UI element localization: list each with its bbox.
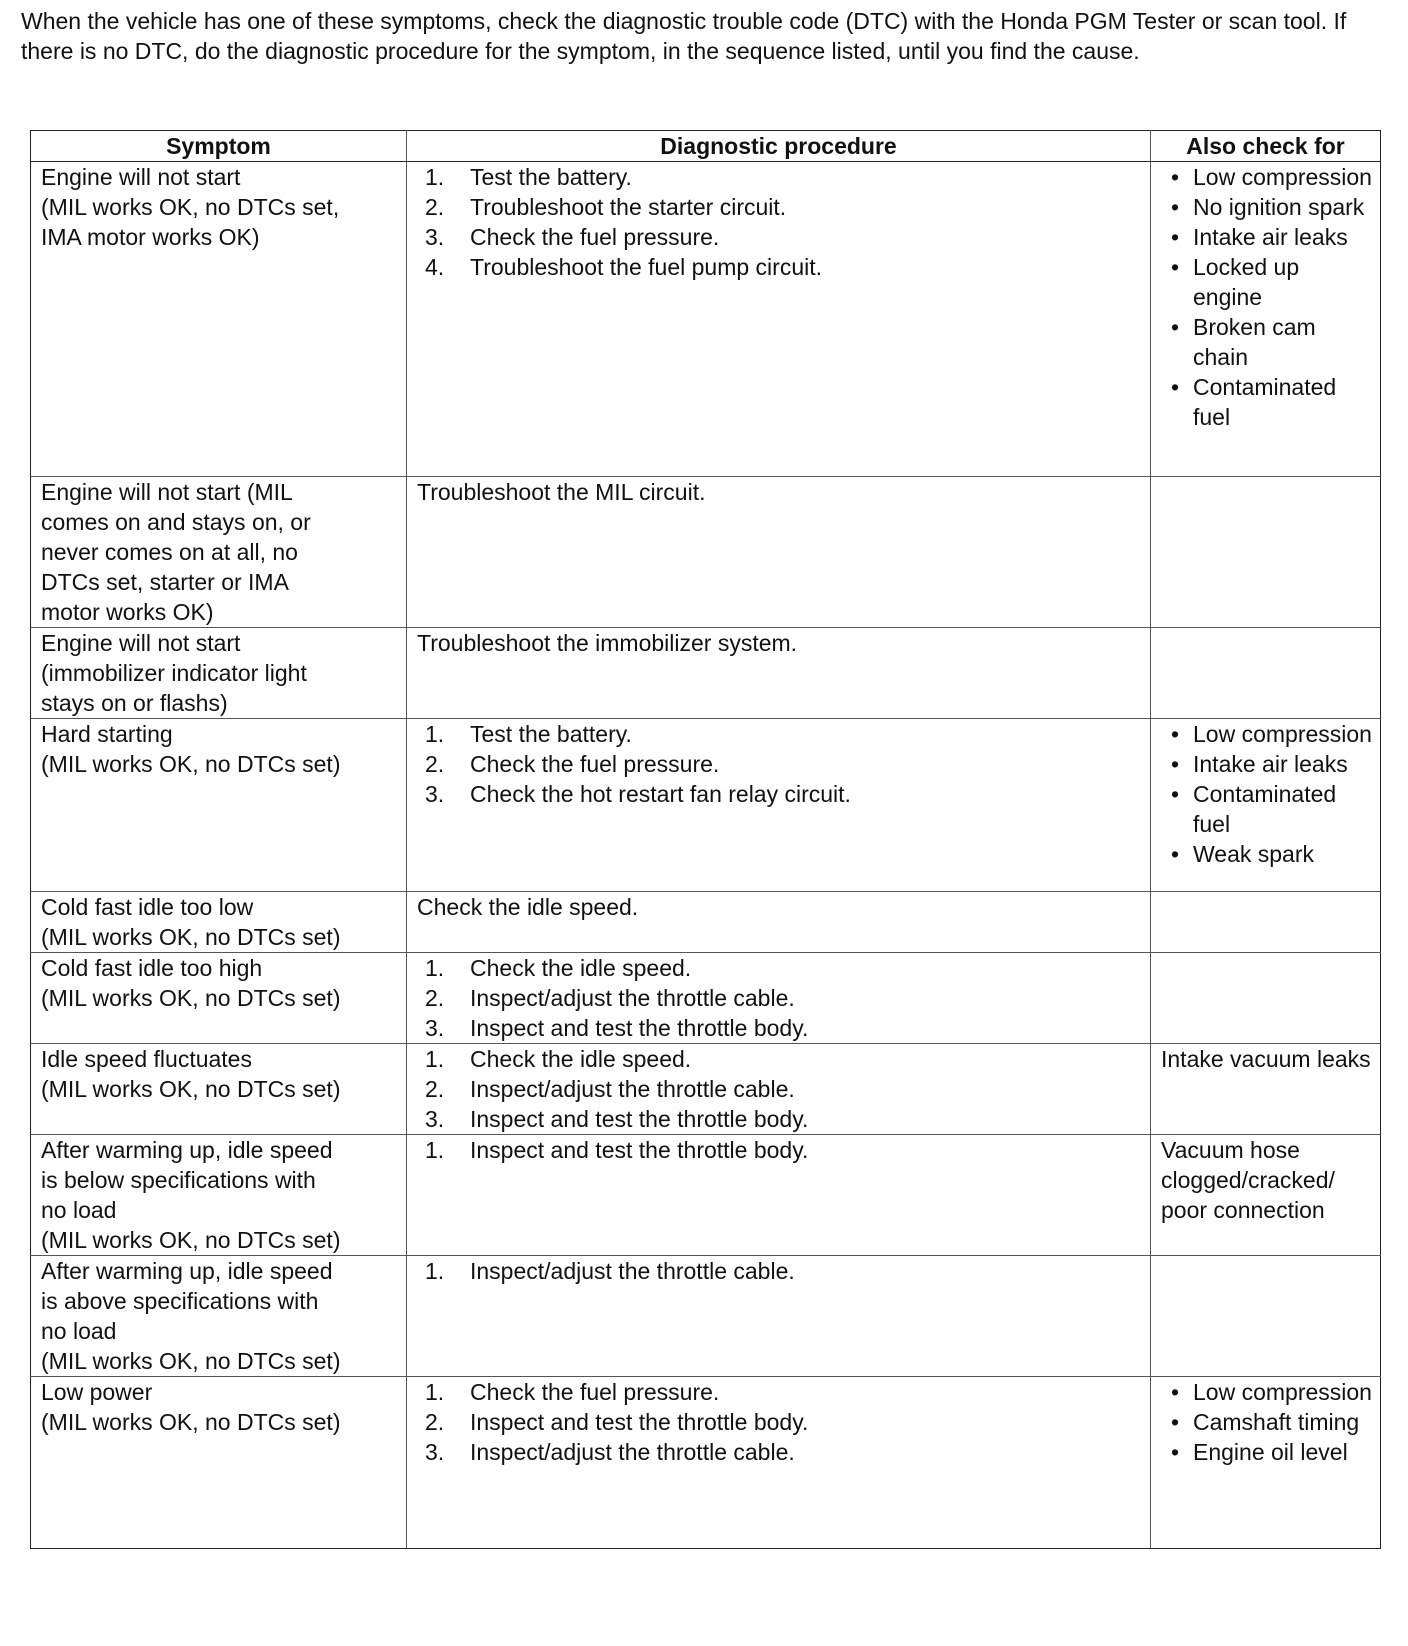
procedure-text: Troubleshoot the immobilizer system.	[417, 630, 798, 656]
symptom-line: After warming up, idle speed	[41, 1258, 333, 1284]
procedure-step	[425, 1407, 1144, 1437]
procedure-step	[425, 1256, 1144, 1286]
also-check-text: Weak spark	[1193, 841, 1315, 867]
procedure-cell	[407, 477, 1151, 628]
symptom-line: After warming up, idle speed	[41, 1137, 333, 1163]
procedure-step	[425, 779, 1144, 809]
also-check-cell	[1151, 1377, 1381, 1549]
symptom-line: Cold fast idle too low	[41, 894, 254, 920]
symptom-line: (MIL works OK, no DTCs set)	[41, 1348, 341, 1374]
procedure-step	[425, 1104, 1144, 1134]
step-text: Inspect/adjust the throttle cable.	[470, 1076, 795, 1102]
procedure-step	[425, 1074, 1144, 1104]
header-symptom: Symptom	[31, 131, 407, 162]
symptom-cell	[31, 719, 407, 892]
step-number: 3.	[425, 781, 445, 807]
also-check-item	[1171, 839, 1374, 869]
step-number: 1.	[425, 1137, 445, 1163]
symptom-cell	[31, 892, 407, 953]
symptom-line: Engine will not start (MIL	[41, 479, 293, 505]
step-text: Check the idle speed.	[470, 1046, 692, 1072]
also-check-cell	[1151, 1135, 1381, 1256]
bullet-icon: •	[1171, 374, 1180, 400]
intro-paragraph: When the vehicle has one of these symptoms, check the diagnostic trouble code (DTC) with the Honda PGM Tester or scan tool. If there is no DTC, do the diagnostic procedure for the symptom, in the sequence listed, until you find the cause.	[21, 8, 1347, 64]
step-text: Inspect and test the throttle body.	[470, 1137, 809, 1163]
symptom-line: is below specifications with	[41, 1167, 316, 1193]
table-row	[31, 1377, 1381, 1549]
procedure-cell	[407, 719, 1151, 892]
symptom-line: (MIL works OK, no DTCs set)	[41, 1227, 341, 1253]
symptom-line: (MIL works OK, no DTCs set,	[41, 194, 340, 220]
symptom-line: Engine will not start	[41, 630, 241, 656]
also-check-cell	[1151, 719, 1381, 892]
step-number: 2.	[425, 985, 445, 1011]
procedure-step	[425, 1437, 1144, 1467]
step-number: 3.	[425, 1106, 445, 1132]
step-number: 3.	[425, 1439, 445, 1465]
procedure-cell	[407, 162, 1151, 477]
symptom-line: motor works OK)	[41, 599, 214, 625]
step-text: Troubleshoot the fuel pump circuit.	[470, 254, 822, 280]
also-check-text: Engine oil level	[1193, 1439, 1348, 1465]
procedure-steps	[417, 162, 1144, 282]
procedure-step	[425, 1044, 1144, 1074]
symptom-line: never comes on at all, no	[41, 539, 298, 565]
also-check-text: No ignition spark	[1193, 194, 1365, 220]
also-check-text: Low compression	[1193, 1379, 1372, 1405]
step-number: 2.	[425, 1409, 445, 1435]
step-number: 2.	[425, 194, 445, 220]
also-check-cell	[1151, 477, 1381, 628]
also-check-item	[1171, 779, 1374, 839]
step-number: 1.	[425, 1046, 445, 1072]
step-number: 3.	[425, 224, 445, 250]
table-header-row	[31, 131, 1381, 162]
also-check-item	[1171, 719, 1374, 749]
also-check-text: Camshaft timing	[1193, 1409, 1360, 1435]
bullet-icon: •	[1171, 1409, 1180, 1435]
symptom-line: Low power	[41, 1379, 153, 1405]
also-check-text: Intake vacuum leaks	[1161, 1046, 1371, 1072]
step-text: Check the fuel pressure.	[470, 224, 720, 250]
also-check-text: Vacuum hose clogged/cracked/ poor connection	[1161, 1137, 1342, 1223]
also-check-text: Contaminated fuel	[1193, 781, 1337, 837]
also-check-cell	[1151, 1256, 1381, 1377]
procedure-text: Check the idle speed.	[417, 894, 639, 920]
procedure-text: Troubleshoot the MIL circuit.	[417, 479, 706, 505]
procedure-cell	[407, 892, 1151, 953]
symptom-line: no load	[41, 1318, 117, 1344]
also-check-item	[1171, 222, 1374, 252]
symptom-line: (MIL works OK, no DTCs set)	[41, 751, 341, 777]
symptom-line: Cold fast idle too high	[41, 955, 263, 981]
step-number: 2.	[425, 1076, 445, 1102]
step-text: Inspect/adjust the throttle cable.	[470, 985, 795, 1011]
bullet-icon: •	[1171, 164, 1180, 190]
bullet-icon: •	[1171, 314, 1180, 340]
procedure-step	[425, 222, 1144, 252]
step-text: Inspect/adjust the throttle cable.	[470, 1258, 795, 1284]
step-number: 4.	[425, 254, 445, 280]
step-text: Check the fuel pressure.	[470, 1379, 720, 1405]
also-check-item	[1171, 1407, 1374, 1437]
symptom-line: (MIL works OK, no DTCs set)	[41, 1409, 341, 1435]
step-text: Check the hot restart fan relay circuit.	[470, 781, 851, 807]
step-number: 1.	[425, 164, 445, 190]
also-check-list	[1161, 162, 1374, 432]
also-check-cell	[1151, 953, 1381, 1044]
bullet-icon: •	[1171, 194, 1180, 220]
symptom-cell	[31, 1135, 407, 1256]
symptom-line: (immobilizer indicator light	[41, 660, 307, 686]
table-row	[31, 477, 1381, 628]
table-row	[31, 162, 1381, 477]
symptom-line: Engine will not start	[41, 164, 241, 190]
table-row	[31, 628, 1381, 719]
also-check-item	[1171, 162, 1374, 192]
symptom-cell	[31, 477, 407, 628]
bullet-icon: •	[1171, 224, 1180, 250]
symptom-troubleshooting-table	[30, 130, 1381, 1549]
also-check-item	[1171, 312, 1374, 372]
table-row	[31, 953, 1381, 1044]
bullet-icon: •	[1171, 751, 1180, 777]
bullet-icon: •	[1171, 1439, 1180, 1465]
symptom-line: (MIL works OK, no DTCs set)	[41, 1076, 341, 1102]
symptom-line: Idle speed fluctuates	[41, 1046, 252, 1072]
procedure-step	[425, 252, 1144, 282]
step-text: Test the battery.	[470, 721, 632, 747]
procedure-step	[425, 953, 1144, 983]
step-number: 2.	[425, 751, 445, 777]
procedure-step	[425, 1135, 1144, 1165]
procedure-step	[425, 1377, 1144, 1407]
procedure-steps	[417, 1377, 1144, 1467]
also-check-item	[1171, 1377, 1374, 1407]
also-check-text: Intake air leaks	[1193, 224, 1348, 250]
step-text: Check the fuel pressure.	[470, 751, 720, 777]
step-text: Inspect and test the throttle body.	[470, 1015, 809, 1041]
procedure-step	[425, 192, 1144, 222]
also-check-item	[1171, 1437, 1374, 1467]
bullet-icon: •	[1171, 781, 1180, 807]
procedure-cell	[407, 1044, 1151, 1135]
also-check-item	[1171, 749, 1374, 779]
symptom-cell	[31, 1044, 407, 1135]
also-check-text: Contaminated fuel	[1193, 374, 1337, 430]
also-check-list	[1161, 719, 1374, 869]
procedure-step	[425, 162, 1144, 192]
also-check-item	[1171, 192, 1374, 222]
also-check-text: Intake air leaks	[1193, 751, 1348, 777]
also-check-cell	[1151, 892, 1381, 953]
procedure-steps	[417, 953, 1144, 1043]
symptom-cell	[31, 1377, 407, 1549]
also-check-item	[1171, 252, 1374, 312]
symptom-line: DTCs set, starter or IMA	[41, 569, 289, 595]
also-check-text: Low compression	[1193, 721, 1372, 747]
step-number: 1.	[425, 955, 445, 981]
step-text: Check the idle speed.	[470, 955, 692, 981]
symptom-line: IMA motor works OK)	[41, 224, 260, 250]
procedure-cell	[407, 953, 1151, 1044]
step-number: 1.	[425, 1258, 445, 1284]
bullet-icon: •	[1171, 841, 1180, 867]
also-check-text: Locked up engine	[1193, 254, 1300, 310]
procedure-step	[425, 749, 1144, 779]
also-check-cell	[1151, 162, 1381, 477]
procedure-steps	[417, 1135, 1144, 1165]
header-also-check-for: Also check for	[1151, 131, 1381, 162]
procedure-cell	[407, 1377, 1151, 1549]
symptom-cell	[31, 1256, 407, 1377]
bullet-icon: •	[1171, 1379, 1180, 1405]
symptom-line: is above specifications with	[41, 1288, 319, 1314]
header-diagnostic-procedure: Diagnostic procedure	[407, 131, 1151, 162]
also-check-cell	[1151, 628, 1381, 719]
step-number: 1.	[425, 1379, 445, 1405]
table-row	[31, 1044, 1381, 1135]
bullet-icon: •	[1171, 254, 1180, 280]
symptom-cell	[31, 162, 407, 477]
symptom-line: comes on and stays on, or	[41, 509, 311, 535]
procedure-cell	[407, 628, 1151, 719]
procedure-steps	[417, 1256, 1144, 1286]
procedure-cell	[407, 1135, 1151, 1256]
also-check-text: Broken cam chain	[1193, 314, 1316, 370]
bullet-icon: •	[1171, 721, 1180, 747]
procedure-step	[425, 719, 1144, 749]
also-check-text: Low compression	[1193, 164, 1372, 190]
table-row	[31, 1256, 1381, 1377]
table-row	[31, 892, 1381, 953]
procedure-step	[425, 983, 1144, 1013]
step-text: Inspect and test the throttle body.	[470, 1409, 809, 1435]
symptom-cell	[31, 628, 407, 719]
symptom-line: stays on or flashs)	[41, 690, 228, 716]
table-row	[31, 719, 1381, 892]
symptom-cell	[31, 953, 407, 1044]
procedure-steps	[417, 1044, 1144, 1134]
step-number: 1.	[425, 721, 445, 747]
procedure-steps	[417, 719, 1144, 809]
table-row	[31, 1135, 1381, 1256]
procedure-step	[425, 1013, 1144, 1043]
symptom-line: (MIL works OK, no DTCs set)	[41, 924, 341, 950]
also-check-item	[1171, 372, 1374, 432]
symptom-line: Hard starting	[41, 721, 173, 747]
step-text: Inspect/adjust the throttle cable.	[470, 1439, 795, 1465]
procedure-cell	[407, 1256, 1151, 1377]
also-check-list	[1161, 1377, 1374, 1467]
step-text: Test the battery.	[470, 164, 632, 190]
step-text: Inspect and test the throttle body.	[470, 1106, 809, 1132]
step-text: Troubleshoot the starter circuit.	[470, 194, 787, 220]
symptom-line: (MIL works OK, no DTCs set)	[41, 985, 341, 1011]
symptom-line: no load	[41, 1197, 117, 1223]
step-number: 3.	[425, 1015, 445, 1041]
also-check-cell	[1151, 1044, 1381, 1135]
